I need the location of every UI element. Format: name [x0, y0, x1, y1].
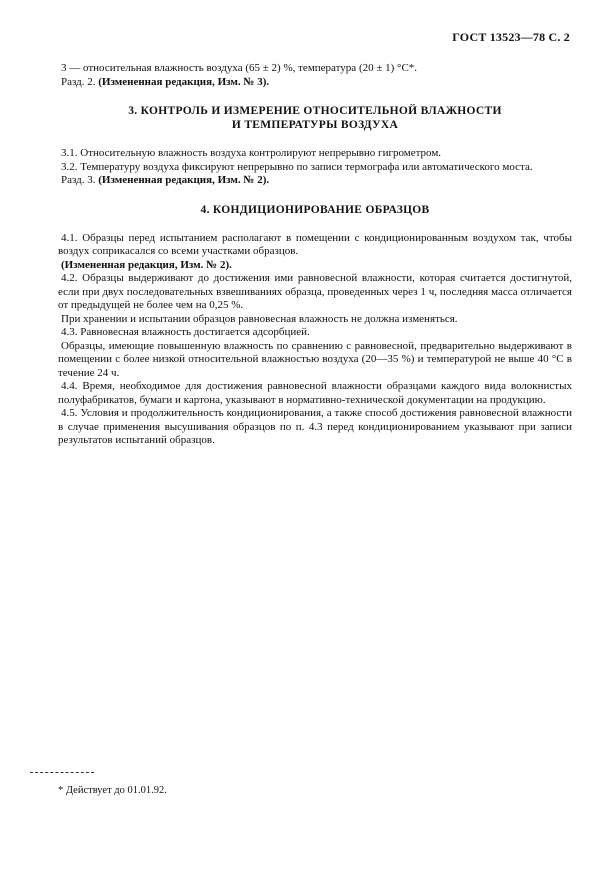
section3-title-line2: И ТЕМПЕРАТУРЫ ВОЗДУХА: [231, 119, 399, 131]
page-header: ГОСТ 13523—78 С. 2: [452, 30, 570, 44]
section3-revision-note: [58, 174, 572, 188]
page-content: [58, 62, 572, 448]
intro-note-bold: (Измененная редакция, Изм. № 3).: [98, 75, 270, 88]
intro-line: 3 — относительная влажность воздуха (65 ± 2) %, температура (20 ± 1) °С*.: [61, 62, 418, 74]
section3-note-bold: (Измененная редакция, Изм. № 2).: [98, 174, 270, 186]
section3-title-line1: 3. КОНТРОЛЬ И ИЗМЕРЕНИЕ ОТНОСИТЕЛЬНОЙ ВЛАЖНОСТИ: [128, 105, 502, 117]
paragraph-4-2: 4.2. Образцы выдерживают до достижения ими равновесной влажности, которая считается достигнутой, если при двух последовательных взвешиваниях образца, проведенных через 1 ч, последняя масса отличается от предыдущей не более чем на 0,25 %.: [58, 272, 572, 311]
section3-note-prefix: Разд. 3.: [61, 174, 99, 186]
paragraph-4-3: 4.3. Равновесная влажность достигается адсорбцией.: [61, 326, 310, 338]
paragraph-3-2: 3.2. Температуру воздуха фиксируют непрерывно по записи термографа или автоматического моста.: [61, 160, 533, 173]
section4-title: 4. КОНДИЦИОНИРОВАНИЕ ОБРАЗЦОВ: [200, 203, 430, 216]
intro-revision-note: [58, 76, 572, 90]
paragraph-4-5: 4.5. Условия и продолжительность кондиционирования, а также способ достижения равновесной влажности в случае применения высушивания образцов по п. 4.3 перед кондиционированием указывают при записи результатов испытаний образцов.: [58, 407, 572, 446]
paragraph-4-2-continued: При хранении и испытании образцов равновесная влажность не должна изменяться.: [61, 312, 458, 325]
paragraph-4-1-revision-note: [58, 259, 572, 273]
footnote-separator: [30, 772, 94, 773]
paragraph-3-1: 3.1. Относительную влажность воздуха контролируют непрерывно гигрометром.: [61, 147, 442, 159]
footnote: * Действует до 01.01.92.: [58, 785, 167, 796]
paragraph-4-1: 4.1. Образцы перед испытанием располагают в помещении с кондиционированным воздухом так, чтобы воздух соприкасался со всеми участками образцов.: [58, 231, 572, 257]
paragraph-4-3-continued: Образцы, имеющие повышенную влажность по сравнению с равновесной, предварительно выдерживают в помещении с более низкой относительной влажностью воздуха (20—35 %) и температурой не выше 40 °С в течение 24 ч.: [58, 339, 572, 379]
paragraph-4-4: 4.4. Время, необходимое для достижения равновесной влажности образцами каждого вида волокнистых полуфабрикатов, бумаги и картона, указывают в нормативно-технической документации на продукцию.: [58, 380, 572, 406]
intro-note-prefix: Разд. 2.: [61, 75, 99, 88]
paragraph-4-1-note-bold: (Измененная редакция, Изм. № 2).: [61, 258, 232, 271]
